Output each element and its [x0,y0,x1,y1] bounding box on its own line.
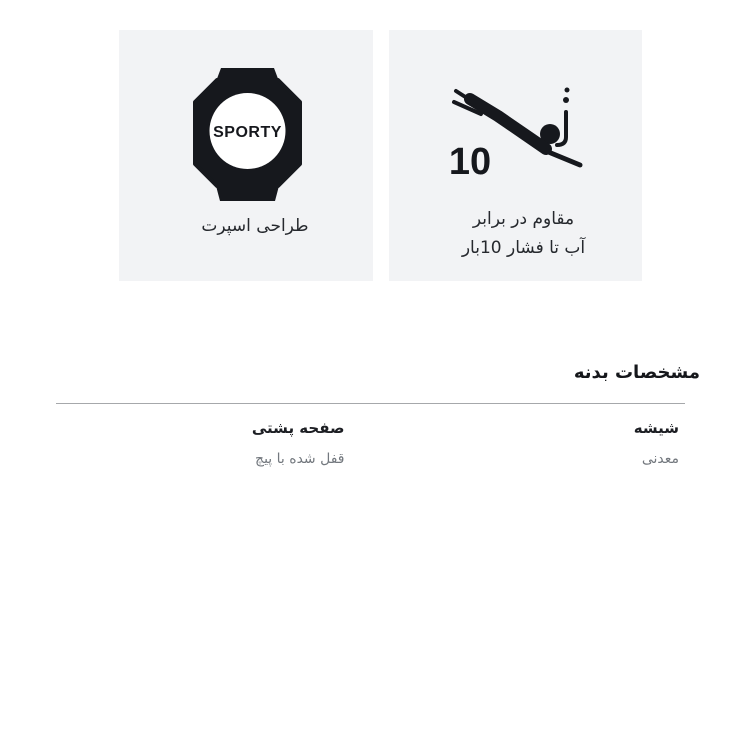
spec-name-back-panel: صفحه پشتی [251,419,345,437]
water-label-line-1: مقاوم در برابر [472,209,575,229]
water-label-line-2: آب تا فشار 10بار [461,238,586,258]
feature-card-water-label [397,205,650,263]
specs-section-title: مشخصات بدنه [573,362,700,383]
spec-item-back-panel [56,419,371,468]
feature-card-sporty-label: طراحی اسپرت [201,216,309,236]
spec-value-back-panel: قفل شده با پیچ [255,451,345,467]
bubble-dot [563,97,569,103]
feature-card-water-resistance [389,30,642,281]
diver-snorkel-icon [444,82,584,178]
spec-item-glass [371,419,686,468]
spec-name-glass: شیشه [633,419,679,437]
feature-card-sporty [119,30,373,281]
specs-divider [56,403,685,404]
bubble-dot [565,88,570,93]
pressure-number-text: 10 [448,141,492,178]
sporty-watch-icon [193,66,303,204]
specs-row [56,419,685,468]
spec-value-glass: معدنی [641,451,679,467]
sporty-icon-text: SPORTY [213,124,282,141]
